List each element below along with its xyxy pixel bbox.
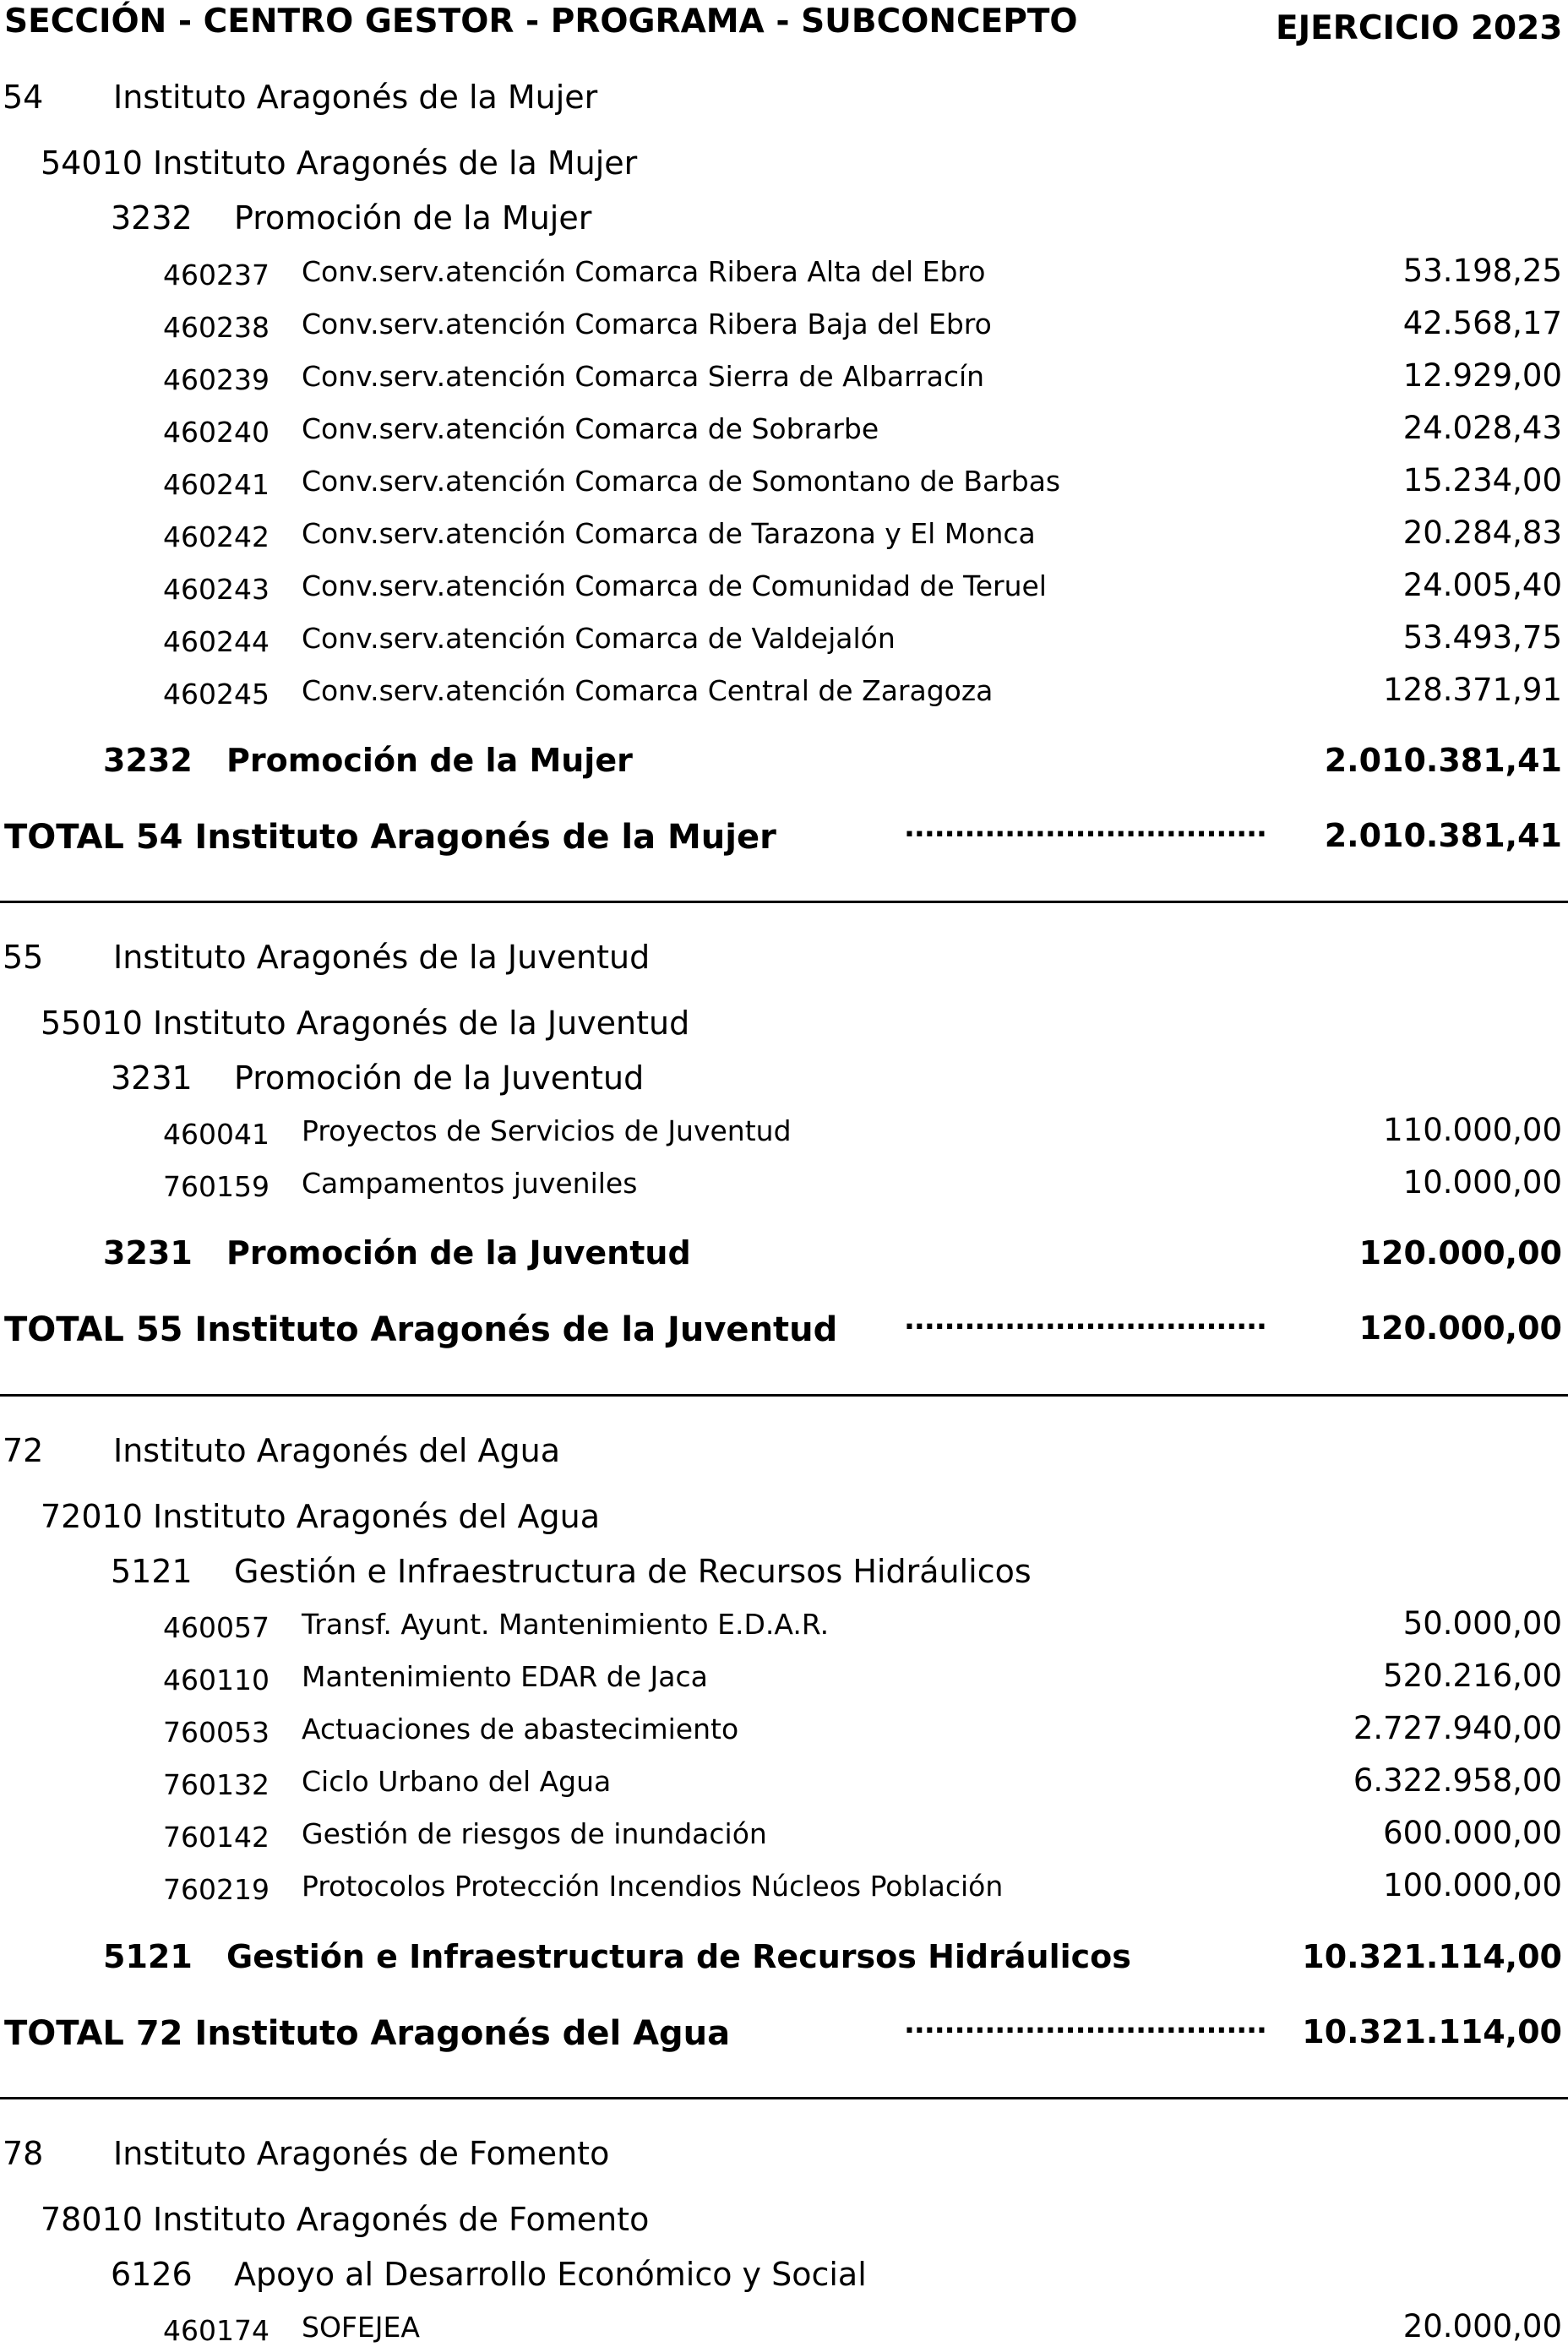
item-amount: 100.000,00 xyxy=(1383,1867,1562,1903)
program-name: Promoción de la Mujer xyxy=(234,199,592,237)
item-amount: 53.493,75 xyxy=(1402,619,1562,656)
subtotal-amount: 2.010.381,41 xyxy=(1324,742,1562,779)
item-desc: SOFEJEA xyxy=(302,2311,420,2344)
item-amount: 42.568,17 xyxy=(1402,305,1562,341)
item-code: 460057 xyxy=(163,1611,270,1644)
section-name: Instituto Aragonés de Fomento xyxy=(113,2135,610,2172)
subtotal-name: Promoción de la Mujer xyxy=(226,742,633,779)
total-label: TOTAL 72 Instituto Aragonés del Agua xyxy=(4,2014,731,2053)
item-amount: 15.234,00 xyxy=(1402,462,1562,498)
subtotal-amount: 10.321.114,00 xyxy=(1302,1938,1562,1975)
item-amount: 12.929,00 xyxy=(1402,357,1562,394)
item-desc: Conv.serv.atención Comarca Sierra de Albarracín xyxy=(302,360,985,393)
program-name: Apoyo al Desarrollo Económico y Social xyxy=(234,2256,867,2293)
program-code: 5121 xyxy=(111,1553,193,1590)
section-code: 55 xyxy=(3,939,44,976)
item-code: 460243 xyxy=(163,573,270,606)
item-code: 460174 xyxy=(163,2314,270,2347)
item-code: 460240 xyxy=(163,416,270,449)
total-leader-dots: .................................... xyxy=(904,2007,1266,2040)
subtotal-name: Promoción de la Juventud xyxy=(226,1234,691,1272)
subtotal-name: Gestión e Infraestructura de Recursos Hidráulicos xyxy=(226,1938,1131,1975)
item-amount: 20.000,00 xyxy=(1402,2308,1562,2344)
item-code: 460237 xyxy=(163,259,270,291)
item-desc: Ciclo Urbano del Agua xyxy=(302,1765,612,1798)
item-amount: 128.371,91 xyxy=(1383,672,1562,708)
item-desc: Transf. Ayunt. Mantenimiento E.D.A.R. xyxy=(302,1608,830,1641)
centro-name: Instituto Aragonés del Agua xyxy=(153,1498,600,1535)
header-right: EJERCICIO 2023 xyxy=(1276,9,1563,47)
section-divider xyxy=(0,1394,1568,1397)
total-label: TOTAL 55 Instituto Aragonés de la Juventud xyxy=(4,1310,838,1349)
item-desc: Protocolos Protección Incendios Núcleos Población xyxy=(302,1870,1004,1903)
section-name: Instituto Aragonés de la Mujer xyxy=(113,79,598,116)
item-desc: Conv.serv.atención Comarca de Comunidad de Teruel xyxy=(302,569,1047,602)
subtotal-amount: 120.000,00 xyxy=(1358,1234,1562,1272)
item-amount: 600.000,00 xyxy=(1383,1815,1562,1851)
section-code: 72 xyxy=(3,1432,44,1469)
section-divider xyxy=(0,901,1568,903)
total-amount: 10.321.114,00 xyxy=(1302,2013,1562,2050)
centro-name: Instituto Aragonés de la Juventud xyxy=(153,1005,690,1042)
total-label: TOTAL 54 Instituto Aragonés de la Mujer xyxy=(4,818,776,857)
item-desc: Conv.serv.atención Comarca Central de Zaragoza xyxy=(302,674,994,707)
item-amount: 24.028,43 xyxy=(1402,410,1562,446)
item-code: 460241 xyxy=(163,468,270,501)
item-amount: 10.000,00 xyxy=(1402,1164,1562,1201)
item-amount: 520.216,00 xyxy=(1383,1658,1562,1694)
item-code: 460239 xyxy=(163,363,270,396)
centro-name: Instituto Aragonés de Fomento xyxy=(153,2201,650,2238)
item-desc: Conv.serv.atención Comarca Ribera Baja del Ebro xyxy=(302,308,992,340)
item-code: 460242 xyxy=(163,520,270,553)
item-desc: Mantenimiento EDAR de Jaca xyxy=(302,1660,708,1693)
centro-code: 55010 xyxy=(41,1005,143,1042)
item-code: 760142 xyxy=(163,1821,270,1854)
item-code: 760219 xyxy=(163,1873,270,1906)
section-code: 78 xyxy=(3,2135,44,2172)
centro-name: Instituto Aragonés de la Mujer xyxy=(153,144,638,182)
item-desc: Conv.serv.atención Comarca Ribera Alta del Ebro xyxy=(302,255,986,288)
centro-code: 78010 xyxy=(41,2201,143,2238)
item-desc: Proyectos de Servicios de Juventud xyxy=(302,1114,792,1147)
centro-code: 72010 xyxy=(41,1498,143,1535)
item-desc: Campamentos juveniles xyxy=(302,1167,638,1200)
item-desc: Conv.serv.atención Comarca de Valdejalón xyxy=(302,622,896,655)
subtotal-code: 3232 xyxy=(103,742,193,779)
total-leader-dots: .................................... xyxy=(904,810,1266,844)
item-code: 760159 xyxy=(163,1170,270,1203)
section-name: Instituto Aragonés del Agua xyxy=(113,1432,560,1469)
program-name: Gestión e Infraestructura de Recursos Hidráulicos xyxy=(234,1553,1032,1590)
centro-code: 54010 xyxy=(41,144,143,182)
program-code: 3231 xyxy=(111,1059,193,1097)
item-desc: Conv.serv.atención Comarca de Tarazona y El Monca xyxy=(302,517,1036,550)
item-amount: 110.000,00 xyxy=(1383,1112,1562,1148)
item-desc: Conv.serv.atención Comarca de Somontano de Barbas xyxy=(302,465,1061,498)
item-code: 460041 xyxy=(163,1118,270,1151)
item-amount: 2.727.940,00 xyxy=(1353,1710,1562,1746)
subtotal-code: 5121 xyxy=(103,1938,193,1975)
item-desc: Conv.serv.atención Comarca de Sobrarbe xyxy=(302,412,879,445)
item-desc: Gestión de riesgos de inundación xyxy=(302,1817,767,1850)
total-amount: 2.010.381,41 xyxy=(1324,817,1562,854)
item-code: 460244 xyxy=(163,625,270,658)
program-code: 6126 xyxy=(111,2256,193,2293)
total-leader-dots: .................................... xyxy=(904,1303,1266,1337)
item-code: 760053 xyxy=(163,1716,270,1749)
program-name: Promoción de la Juventud xyxy=(234,1059,645,1097)
item-amount: 24.005,40 xyxy=(1402,567,1562,603)
item-code: 760132 xyxy=(163,1768,270,1801)
item-amount: 53.198,25 xyxy=(1402,253,1562,289)
item-code: 460245 xyxy=(163,678,270,711)
item-code: 460110 xyxy=(163,1664,270,1696)
program-code: 3232 xyxy=(111,199,193,237)
item-code: 460238 xyxy=(163,311,270,344)
header-left: SECCIÓN - CENTRO GESTOR - PROGRAMA - SUBCONCEPTO xyxy=(4,3,1078,41)
item-amount: 50.000,00 xyxy=(1402,1605,1562,1642)
item-amount: 20.284,83 xyxy=(1402,515,1562,551)
subtotal-code: 3231 xyxy=(103,1234,193,1272)
section-name: Instituto Aragonés de la Juventud xyxy=(113,939,651,976)
section-divider xyxy=(0,2097,1568,2099)
item-desc: Actuaciones de abastecimiento xyxy=(302,1713,739,1745)
total-amount: 120.000,00 xyxy=(1358,1310,1562,1347)
section-code: 54 xyxy=(3,79,44,116)
item-amount: 6.322.958,00 xyxy=(1353,1762,1562,1799)
